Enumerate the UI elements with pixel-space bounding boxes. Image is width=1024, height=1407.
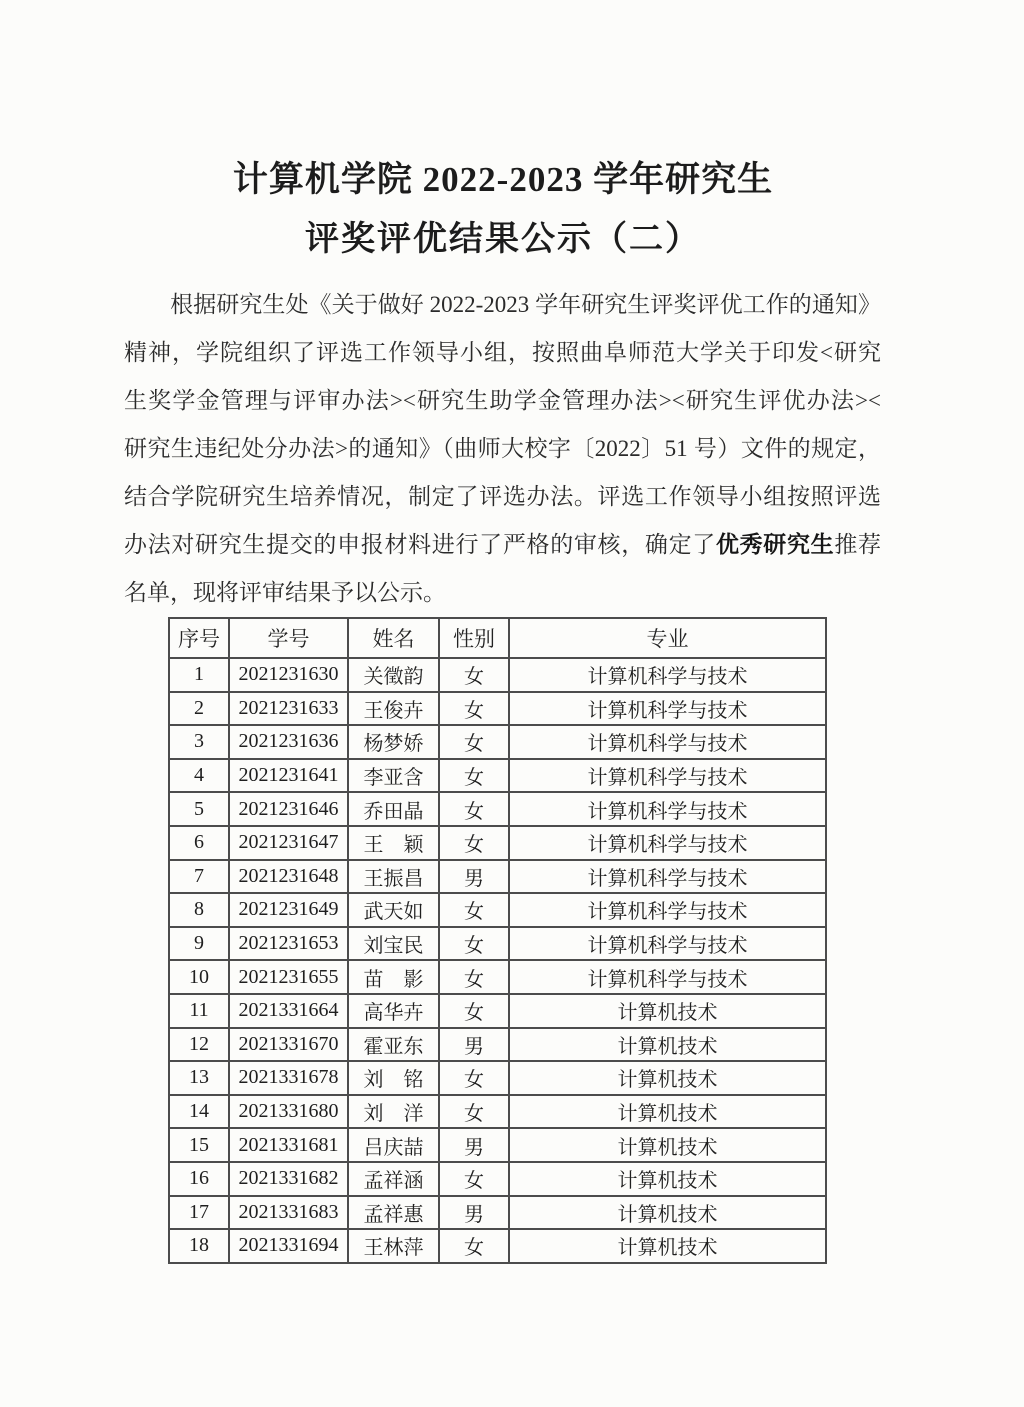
table-row (169, 1028, 826, 1062)
cell-name: 孟祥惠 (348, 1196, 439, 1230)
paragraph-line-6 (124, 521, 881, 569)
intro-paragraph (124, 281, 881, 617)
cell-gender: 男 (439, 1028, 509, 1062)
column-header-student_id: 学号 (229, 618, 348, 658)
cell-gender: 女 (439, 658, 509, 692)
table-row (169, 860, 826, 894)
cell-student_id: 2021331683 (229, 1196, 348, 1230)
cell-gender: 女 (439, 994, 509, 1028)
cell-gender: 女 (439, 826, 509, 860)
cell-no: 10 (169, 960, 229, 994)
body-text: 推荐 (834, 532, 881, 557)
paragraph-line-2 (124, 329, 881, 377)
cell-no: 8 (169, 893, 229, 927)
cell-student_id: 2021331680 (229, 1095, 348, 1129)
cell-name: 王俊卉 (348, 692, 439, 726)
cell-student_id: 2021231648 (229, 860, 348, 894)
table-row (169, 1061, 826, 1095)
cell-name: 孟祥涵 (348, 1162, 439, 1196)
cell-gender: 女 (439, 1095, 509, 1129)
table-row (169, 826, 826, 860)
paragraph-line-3 (124, 377, 881, 425)
cell-student_id: 2021231641 (229, 759, 348, 793)
cell-major: 计算机技术 (509, 1196, 826, 1230)
table-row (169, 927, 826, 961)
cell-student_id: 2021231646 (229, 792, 348, 826)
cell-name: 李亚含 (348, 759, 439, 793)
body-text: 名单，现将评审结果予以公示。 (124, 580, 446, 605)
cell-major: 计算机科学与技术 (509, 893, 826, 927)
cell-no: 3 (169, 725, 229, 759)
cell-name: 杨梦娇 (348, 725, 439, 759)
table-row (169, 1229, 826, 1263)
cell-major: 计算机技术 (509, 994, 826, 1028)
cell-gender: 女 (439, 1162, 509, 1196)
column-header-gender: 性别 (439, 618, 509, 658)
cell-major: 计算机技术 (509, 1162, 826, 1196)
cell-no: 5 (169, 792, 229, 826)
cell-gender: 女 (439, 725, 509, 759)
cell-no: 4 (169, 759, 229, 793)
cell-gender: 女 (439, 759, 509, 793)
cell-gender: 女 (439, 960, 509, 994)
paragraph-line-1 (124, 281, 881, 329)
cell-name: 高华卉 (348, 994, 439, 1028)
cell-name: 刘 铭 (348, 1061, 439, 1095)
cell-student_id: 2021331681 (229, 1128, 348, 1162)
cell-major: 计算机技术 (509, 1028, 826, 1062)
cell-no: 11 (169, 994, 229, 1028)
cell-name: 刘 洋 (348, 1095, 439, 1129)
cell-gender: 女 (439, 792, 509, 826)
paragraph-line-4 (124, 425, 881, 473)
table-row (169, 658, 826, 692)
cell-gender: 男 (439, 860, 509, 894)
cell-major: 计算机科学与技术 (509, 960, 826, 994)
table-row (169, 893, 826, 927)
cell-name: 王林萍 (348, 1229, 439, 1263)
cell-gender: 男 (439, 1128, 509, 1162)
cell-name: 武天如 (348, 893, 439, 927)
title-line-2: 评奖评优结果公示（二） (305, 221, 701, 258)
table-row (169, 1095, 826, 1129)
cell-no: 17 (169, 1196, 229, 1230)
cell-student_id: 2021331664 (229, 994, 348, 1028)
cell-no: 1 (169, 658, 229, 692)
emphasized-text: 优秀研究生 (715, 532, 835, 557)
cell-student_id: 2021231633 (229, 692, 348, 726)
cell-student_id: 2021231649 (229, 893, 348, 927)
table-row (169, 759, 826, 793)
cell-name: 王振昌 (348, 860, 439, 894)
cell-no: 13 (169, 1061, 229, 1095)
column-header-no: 序号 (169, 618, 229, 658)
body-text: 生奖学金管理与评审办法><研究生助学金管理办法><研究生评优办法>< (124, 388, 881, 413)
body-text: 结合学院研究生培养情况，制定了评选办法。评选工作领导小组按照评选 (124, 484, 881, 509)
cell-gender: 女 (439, 893, 509, 927)
cell-major: 计算机科学与技术 (509, 658, 826, 692)
cell-no: 15 (169, 1128, 229, 1162)
cell-gender: 女 (439, 927, 509, 961)
table-row (169, 725, 826, 759)
table-row (169, 692, 826, 726)
cell-student_id: 2021231630 (229, 658, 348, 692)
cell-major: 计算机科学与技术 (509, 927, 826, 961)
cell-gender: 女 (439, 1229, 509, 1263)
cell-name: 乔田晶 (348, 792, 439, 826)
results-table (168, 617, 827, 1264)
table-header-row (169, 618, 826, 658)
cell-major: 计算机科学与技术 (509, 725, 826, 759)
column-header-name: 姓名 (348, 618, 439, 658)
cell-gender: 女 (439, 692, 509, 726)
table-row (169, 1196, 826, 1230)
cell-gender: 女 (439, 1061, 509, 1095)
table-row (169, 960, 826, 994)
cell-student_id: 2021331694 (229, 1229, 348, 1263)
cell-major: 计算机科学与技术 (509, 759, 826, 793)
cell-name: 苗 影 (348, 960, 439, 994)
cell-no: 14 (169, 1095, 229, 1129)
cell-student_id: 2021231655 (229, 960, 348, 994)
cell-no: 18 (169, 1229, 229, 1263)
table-header (169, 618, 826, 658)
cell-major: 计算机技术 (509, 1229, 826, 1263)
cell-major: 计算机科学与技术 (509, 860, 826, 894)
table-row (169, 1128, 826, 1162)
table-row (169, 994, 826, 1028)
cell-major: 计算机技术 (509, 1095, 826, 1129)
cell-major: 计算机技术 (509, 1128, 826, 1162)
paragraph-line-7 (124, 569, 881, 617)
document-title (124, 155, 882, 265)
cell-student_id: 2021231636 (229, 725, 348, 759)
body-text: 办法对研究生提交的申报材料进行了严格的审核，确定了 (124, 532, 716, 557)
cell-student_id: 2021231647 (229, 826, 348, 860)
cell-no: 6 (169, 826, 229, 860)
cell-student_id: 2021331670 (229, 1028, 348, 1062)
cell-no: 12 (169, 1028, 229, 1062)
cell-student_id: 2021231653 (229, 927, 348, 961)
body-text: 研究生违纪处分办法>的通知》（曲师大校字〔2022〕51 号）文件的规定， (124, 436, 881, 461)
paragraph-line-5 (124, 473, 881, 521)
title-line-1: 计算机学院 2022-2023 学年研究生 (232, 160, 774, 199)
column-header-major: 专业 (509, 618, 826, 658)
cell-major: 计算机科学与技术 (509, 826, 826, 860)
cell-student_id: 2021331682 (229, 1162, 348, 1196)
cell-major: 计算机技术 (509, 1061, 826, 1095)
cell-name: 王 颖 (348, 826, 439, 860)
cell-no: 7 (169, 860, 229, 894)
cell-name: 关徵韵 (348, 658, 439, 692)
cell-student_id: 2021331678 (229, 1061, 348, 1095)
table-row (169, 792, 826, 826)
table-row (169, 1162, 826, 1196)
cell-major: 计算机科学与技术 (509, 792, 826, 826)
cell-no: 2 (169, 692, 229, 726)
cell-name: 吕庆喆 (348, 1128, 439, 1162)
results-table-body (169, 658, 826, 1263)
cell-gender: 男 (439, 1196, 509, 1230)
cell-name: 霍亚东 (348, 1028, 439, 1062)
body-text: 精神，学院组织了评选工作领导小组，按照曲阜师范大学关于印发<研究 (124, 340, 881, 365)
cell-major: 计算机科学与技术 (509, 692, 826, 726)
cell-no: 16 (169, 1162, 229, 1196)
body-text: 根据研究生处《关于做好 2022-2023 学年研究生评奖评优工作的通知》 (124, 292, 881, 317)
cell-name: 刘宝民 (348, 927, 439, 961)
cell-no: 9 (169, 927, 229, 961)
